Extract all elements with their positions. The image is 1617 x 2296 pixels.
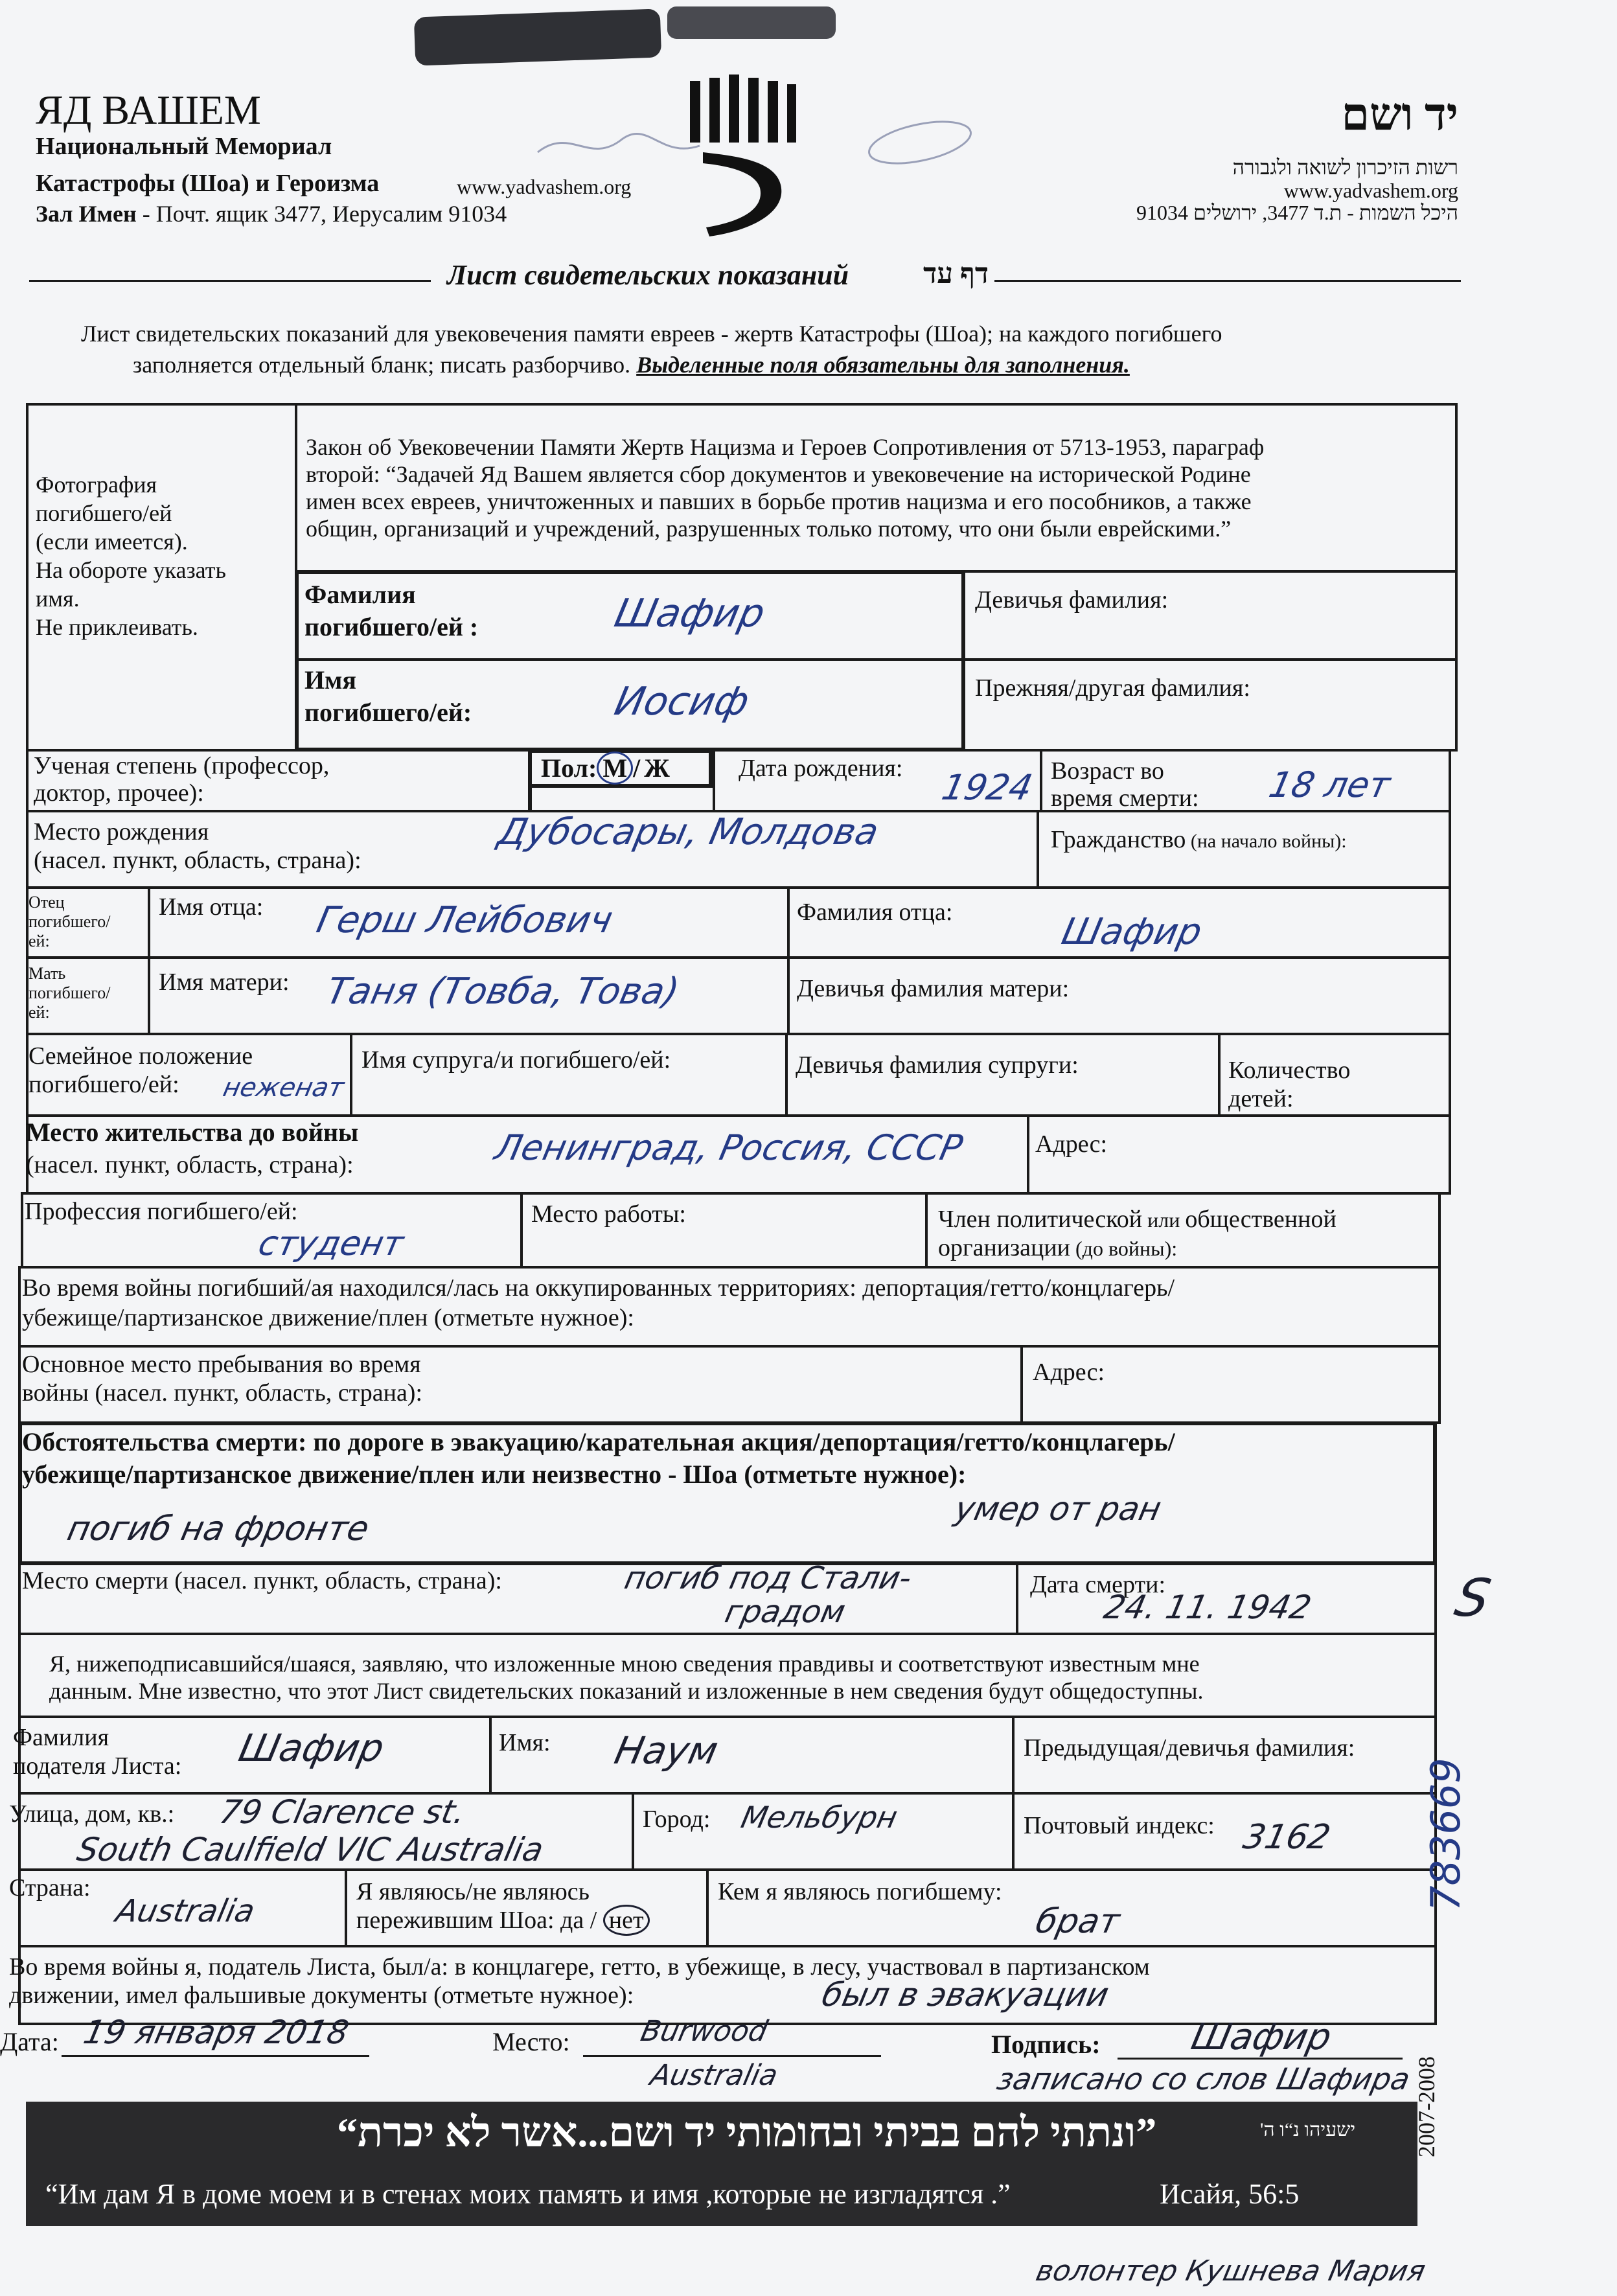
death-circ-rest: по дороге в эвакуацию/карательная акция/депортация/гетто/концлагерь/ — [306, 1427, 1175, 1456]
declaration-line-2: данным. Мне известно, что этот Лист свидетельских показаний и изложенные в нем сведения будут общедоступны. — [49, 1678, 1204, 1704]
residence-label-2: (насел. пункт, область, страна): — [26, 1151, 354, 1178]
member-label-1c: общественной — [1185, 1206, 1336, 1233]
footer-years: 2007-2008 — [1414, 2056, 1439, 2157]
father-side-line-1: Отец — [29, 893, 65, 912]
scan-artifact — [414, 8, 661, 65]
surname-label-2: погибшего/ей : — [304, 612, 479, 641]
submitter-wartime-line-1: Во время войны я, податель Листа, был/а: в концлагере, гетто, в убежище, в лесу, участвовал в партизанском — [9, 1953, 1150, 1980]
father-surname-label: Фамилия отца: — [797, 899, 953, 926]
age-label-1: Возраст во — [1051, 757, 1164, 785]
street-value-2[interactable]: South Caulfield VIC Australia — [73, 1831, 547, 1868]
profession-value[interactable]: студент — [255, 1224, 407, 1263]
member-label-line-1 — [938, 1205, 1336, 1234]
photo-line-6: Не приклеивать. — [36, 614, 198, 640]
zip-label: Почтовый индекс: — [1024, 1812, 1215, 1839]
relation-label: Кем я являюсь погибшему: — [718, 1878, 1002, 1905]
org-line-3-rest: - Почт. ящик 3477, Иерусалим 91034 — [136, 201, 507, 227]
website-right: www.yadvashem.org — [1283, 179, 1458, 202]
wartime-address-label: Адрес: — [1033, 1359, 1105, 1386]
birthplace-value[interactable]: Дубосары, Молдова — [494, 811, 882, 853]
margin-mark: S — [1450, 1568, 1496, 1628]
zip-value[interactable]: 3162 — [1239, 1818, 1334, 1857]
title-rule-left — [29, 280, 431, 282]
children-label-1: Количество — [1228, 1057, 1351, 1084]
death-place-value-1[interactable]: погиб под Стали- — [621, 1560, 915, 1596]
workplace-label: Место работы: — [531, 1200, 686, 1228]
mother-name-label: Имя матери: — [159, 969, 290, 996]
declaration-line-1: Я, нижеподписавшийся/шаяся, заявляю, что изложенные мною сведения правдивы и соответствуют известным мне — [49, 1651, 1200, 1677]
mother-side-divider — [148, 956, 150, 1035]
sign-place-label: Место: — [492, 2027, 570, 2056]
signature-value[interactable]: Шафир — [1187, 2016, 1335, 2058]
law-line-3: имен всех евреев, уничтоженных и павших в борьбе против нацизма и его пособников, а также — [306, 488, 1252, 514]
org-he-line-3: היכל השמות - ת.ד 3477, ירושלים 91034 — [1136, 201, 1458, 224]
city-divider — [1012, 1792, 1015, 1871]
sex-label: Пол: — [541, 753, 597, 783]
submitter-surname-value[interactable]: Шафир — [235, 1726, 388, 1770]
stamp-number: 783669 — [1422, 1758, 1469, 1911]
law-line-1: Закон об Увековечении Памяти Жертв Нацизма и Героев Сопротивления от 5713-1953, параграф — [306, 434, 1265, 460]
city-label: Город: — [643, 1806, 711, 1833]
member-label-or: или — [1142, 1208, 1186, 1232]
form-title-he: דף עד — [923, 258, 989, 290]
age-value[interactable]: 18 лет — [1265, 764, 1394, 805]
sign-place-value-2[interactable]: Australia — [647, 2059, 781, 2092]
mother-side-line-3: ей: — [29, 1003, 50, 1022]
birthplace-divider — [1037, 810, 1039, 889]
father-side-line-2: погибшего/ — [29, 912, 111, 931]
form-title-ru: Лист свидетельских показаний — [447, 259, 849, 291]
submitter-surname-label-2: подателя Листа: — [13, 1752, 182, 1780]
death-place-value-2[interactable]: градом — [722, 1594, 849, 1630]
victim-name-value[interactable]: Иосиф — [610, 679, 753, 724]
profession-label: Профессия погибшего/ей: — [25, 1198, 298, 1225]
father-divider — [787, 886, 790, 959]
children-label-2: детей: — [1228, 1085, 1294, 1112]
citizenship-note: (на начало войны): — [1186, 831, 1347, 852]
survivor-label-2-text: пережившим Шоа: да / — [356, 1907, 603, 1934]
dob-label: Дата рождения: — [739, 755, 903, 782]
submitter-wartime-line-2: движении, имел фальшивые документы (отметьте нужное): — [9, 1982, 634, 2009]
residence-divider — [1027, 1114, 1029, 1195]
law-line-4: общин, организаций и учреждений, разрушенных только потому, что они были еврейскими.” — [306, 516, 1232, 542]
scan-artifact-2 — [667, 6, 836, 39]
photo-line-5: имя. — [36, 586, 80, 612]
title-rule-right — [994, 280, 1461, 282]
pen-scribble — [531, 113, 985, 172]
wartime-label-1: Основное место пребывания во время — [22, 1351, 421, 1378]
marital-value[interactable]: неженат — [220, 1073, 347, 1103]
father-name-value[interactable]: Герш Лейбович — [313, 899, 617, 941]
mother-maiden-label: Девичья фамилия матери: — [797, 975, 1070, 1002]
org-he-line-1: רשות הזיכרון לשואה ולגבורה — [1232, 155, 1458, 179]
footer-ru-ref: Исайя, 56:5 — [1160, 2178, 1300, 2210]
degree-label-1: Ученая степень (профессор, — [34, 752, 330, 779]
street-divider — [632, 1792, 634, 1871]
city-value[interactable]: Мельбурн — [738, 1800, 901, 1835]
father-side-line-3: ей: — [29, 932, 50, 950]
submitter-prev-surname-label: Предыдущая/девичья фамилия: — [1024, 1734, 1355, 1762]
intro-required-note: Выделенные поля обязательны для заполнения. — [636, 352, 1130, 378]
citizenship-label: Гражданство — [1051, 826, 1186, 853]
death-circ-bold: Обстоятельства смерти: — [22, 1427, 307, 1456]
sign-date-label: Дата: — [0, 2027, 59, 2056]
sex-field[interactable] — [541, 754, 670, 783]
death-circ-line-2: убежище/партизанское движение/плен или неизвестно - Шоа (отметьте нужное): — [22, 1460, 967, 1489]
footer-hebrew-ref: ישעיהו נ“ו ה' — [1260, 2119, 1356, 2141]
org-title-ru: ЯД ВАШЕМ — [36, 87, 261, 133]
mother-side-label — [29, 964, 111, 1022]
sign-place-value-1[interactable]: Burwood — [637, 2015, 771, 2048]
death-date-label: Дата смерти: — [1030, 1571, 1166, 1598]
residence-address-label: Адрес: — [1035, 1131, 1108, 1158]
survivor-no-option[interactable]: нет — [603, 1905, 650, 1936]
org-line-2: Катастрофы (Шоа) и Героизма — [36, 170, 380, 197]
sex-female-option[interactable]: Ж — [644, 753, 670, 783]
name-label-2: погибшего/ей: — [304, 698, 472, 727]
footer-ru-quote: “Им дам Я в доме моем и в стенах моих память и имя ,которые не изгладятся .” — [45, 2178, 1011, 2210]
residence-label-1: Место жительства до войны — [26, 1118, 359, 1147]
spouse-name-label: Имя супруга/и погибшего/ей: — [361, 1046, 671, 1073]
place-underline — [583, 2055, 881, 2057]
death-circ-value-1[interactable]: погиб на фронте — [63, 1510, 373, 1548]
website-left: www.yadvashem.org — [457, 175, 632, 198]
street-value-1[interactable]: 79 Clarence st. — [216, 1793, 469, 1831]
submitter-wartime-value[interactable]: был в эвакуации — [818, 1976, 1112, 2014]
intro-line-2-plain: заполняется отдельный бланк; писать разборчиво. — [133, 352, 637, 378]
org-title-he: יד ושם — [1341, 90, 1458, 140]
wartime-divider — [1020, 1345, 1023, 1424]
father-surname-value[interactable]: Шафир — [1058, 911, 1206, 953]
prev-surname-label: Прежняя/другая фамилия: — [975, 674, 1250, 702]
sex-separator: / — [633, 753, 641, 783]
member-label-2: организации — [938, 1234, 1071, 1261]
death-place-label: Место смерти (насел. пункт, область, страна): — [22, 1567, 502, 1594]
member-label-1: Член политической — [938, 1206, 1143, 1233]
father-name-label: Имя отца: — [159, 893, 264, 921]
maiden-name-label: Девичья фамилия: — [975, 586, 1169, 614]
date-underline — [62, 2055, 369, 2057]
country-label: Страна: — [9, 1874, 91, 1901]
dob-value[interactable]: 1924 — [938, 767, 1037, 808]
occupied-line-2: убежище/партизанское движение/плен (отметьте нужное): — [22, 1304, 634, 1331]
dob-divider — [1040, 749, 1042, 812]
survivor-divider — [706, 1868, 709, 1947]
residence-value[interactable]: Ленинград, Россия, СССР — [491, 1127, 967, 1168]
father-side-label — [29, 893, 111, 951]
submitter-name-label: Имя: — [499, 1729, 551, 1756]
survivor-label-1: Я являюсь/не являюсь — [356, 1878, 590, 1905]
birthplace-label-1: Место рождения — [34, 818, 209, 845]
intro-line-1: Лист свидетельских показаний для увековечения памяти евреев - жертв Катастрофы (Шоа); на каждого погибшего — [81, 321, 1222, 347]
profession-divider — [520, 1192, 523, 1269]
member-label-line-2 — [938, 1234, 1177, 1263]
footer-hebrew-quote: ”ונתתי להם בביתי ובחומותי יד ושם...אשר לא יכרת“ — [337, 2109, 1157, 2155]
marital-label-1: Семейное положение — [29, 1042, 253, 1070]
death-date-value[interactable]: 24. 11. 1942 — [1100, 1589, 1315, 1626]
mother-name-value[interactable]: Таня (Товба, Това) — [323, 970, 683, 1013]
death-place-divider — [1016, 1563, 1018, 1635]
mother-side-line-1: Мать — [29, 964, 66, 983]
survivor-label-2 — [356, 1906, 650, 1934]
submitter-name-value[interactable]: Наум — [610, 1728, 722, 1773]
org-line-3-bold: Зал Имен — [36, 201, 137, 227]
submitter-surname-divider — [489, 1716, 492, 1795]
row-rule-1016 — [295, 658, 1458, 661]
birthplace-label-2: (насел. пункт, область, страна): — [34, 847, 361, 874]
occupied-line-1: Во время войны погибший/ая находился/лась на оккупированных территориях: депортация/гетто/концлагерь/ — [22, 1274, 1175, 1302]
photo-line-4: На обороте указать — [36, 557, 226, 583]
marital-divider — [350, 1033, 352, 1117]
street-label: Улица, дом, кв.: — [9, 1800, 175, 1828]
volunteer-note: волонтер Кушнева Мария — [1033, 2255, 1428, 2288]
sex-divider — [713, 749, 715, 812]
surname-label-1: Фамилия — [304, 580, 416, 609]
degree-label-2: доктор, прочее): — [34, 779, 204, 807]
photo-line-2: погибшего/ей — [36, 500, 172, 526]
marital-label-2: погибшего/ей: — [29, 1071, 179, 1098]
intro-line-2 — [133, 350, 1130, 379]
death-circ-value-2[interactable]: умер от ран — [951, 1490, 1165, 1528]
victim-surname-value[interactable]: Шафир — [610, 591, 769, 636]
citizenship-field-label — [1051, 825, 1347, 854]
submitter-name-divider — [1012, 1716, 1015, 1795]
wartime-label-2: войны (насел. пункт, область, страна): — [22, 1379, 423, 1406]
workplace-divider — [925, 1192, 928, 1269]
submitter-surname-label-1: Фамилия — [13, 1724, 109, 1751]
photo-box-text — [36, 470, 226, 641]
sign-date-value[interactable]: 19 января 2018 — [80, 2014, 352, 2051]
spouse-divider — [785, 1033, 788, 1117]
age-label-2: время смерти: — [1051, 785, 1199, 812]
photo-line-1: Фотография — [36, 472, 157, 498]
name-label-1: Имя — [304, 665, 356, 695]
death-circ-line-1 — [22, 1428, 1175, 1456]
children-divider — [1218, 1033, 1221, 1117]
relation-value[interactable]: брат — [1032, 1902, 1123, 1941]
country-divider — [345, 1868, 347, 1947]
member-label-2b: (до войны): — [1070, 1237, 1178, 1260]
sex-male-option[interactable]: М — [597, 752, 633, 785]
country-value[interactable]: Australia — [113, 1893, 258, 1929]
mother-side-line-2: погибшего/ — [29, 983, 111, 1002]
spouse-maiden-label: Девичья фамилия супруги: — [796, 1051, 1079, 1079]
photo-line-3: (если имеется). — [36, 529, 188, 555]
signature-label: Подпись: — [991, 2030, 1101, 2059]
law-line-2: второй: “Задачей Яд Вашем является сбор документов и увековечение на исторической Родине — [306, 461, 1251, 487]
mother-divider — [787, 956, 790, 1035]
org-line-3 — [36, 200, 507, 228]
org-line-1: Национальный Мемориал — [36, 133, 332, 160]
father-side-divider — [148, 886, 150, 959]
recorded-note: записано со слов Шафира — [994, 2061, 1414, 2096]
